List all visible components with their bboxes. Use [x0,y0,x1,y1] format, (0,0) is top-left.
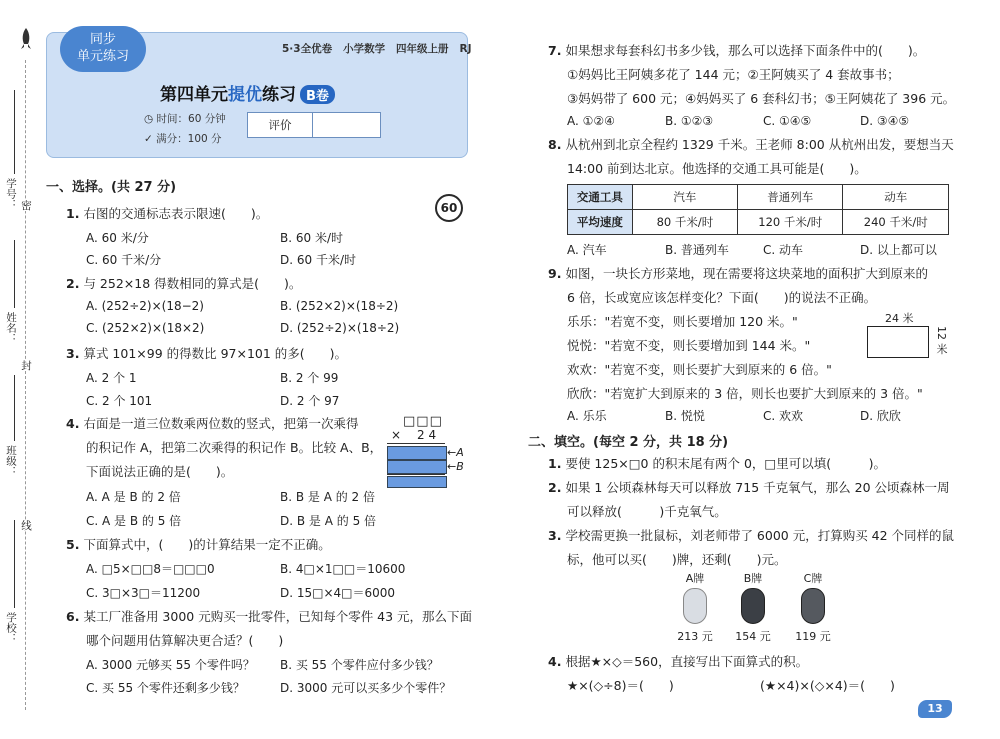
mouse-icon [741,588,765,624]
statement-leile: 乐乐："若宽不变，则长要增加 120 米。" [567,314,798,329]
binding-strip [0,0,40,739]
table-cell: 平均速度 [568,210,633,235]
field-rectangle [867,326,929,358]
edition-name: RJ [459,43,472,55]
q8-option-d[interactable]: D. 以上都可以 [860,243,937,257]
q7-option-d[interactable]: D. ③④⑤ [860,114,910,128]
figure-multiplier: 2 4 [417,428,437,442]
fill-1: 1. 要使 125×□0 的积末尾有两个 0，□里可以填( )。 [548,456,886,471]
figure-result [387,476,447,488]
q7-option-a[interactable]: A. ①②④ [567,114,615,128]
question-9-line2: 6 倍，长或宽应该怎样变化？下面( )的说法不正确。 [567,290,877,305]
question-4-line3: 下面说法正确的是( )。 [86,464,234,479]
cut-mark-feng: 封 [20,360,32,371]
question-5: 5. 下面算式中，( )的计算结果一定不正确。 [66,537,331,552]
cut-mark-mi: 密 [20,200,32,211]
rocket-icon [20,28,32,54]
school-label: 学校： [5,612,17,644]
cut-mark-xian: 线 [20,520,32,531]
q4-option-c[interactable]: C. A 是 B 的 5 倍 [86,514,182,528]
page-title: 第四单元提优练习 B卷 [160,80,335,105]
question-8: 8. 从杭州到北京全程约 1329 千米。王老师 8:00 从杭州出发，要想当天 [548,137,954,152]
figure-top-digits: □□□ [403,414,443,429]
series-name: 5·3全优卷 [282,43,333,55]
table-row [568,210,949,235]
clock-icon: ◷ [144,113,154,125]
q3-option-c[interactable]: C. 2 个 101 [86,394,153,408]
q2-option-d[interactable]: D. (252÷2)×(18÷2) [280,321,400,335]
question-1: 1. 右图的交通标志表示限速( )。 [66,206,269,221]
statement-yueyue: 悦悦："若宽不变，则长要增加到 144 米。" [567,338,811,353]
q6-option-c[interactable]: C. 买 55 个零件还剩多少钱？ [86,681,245,695]
question-2: 2. 与 252×18 得数相同的算式是( )。 [66,276,302,291]
question-9: 9. 如图，一块长方形菜地，现在需要将这块菜地的面积扩大到原来的 [548,266,928,281]
badge-line1: 同步 [89,32,116,47]
q6-option-a[interactable]: A. 3000 元够买 55 个零件吗？ [86,658,255,672]
table-row [568,185,949,210]
question-6: 6. 某工厂准备用 3000 元购买一批零件，已知每个零件 43 元，那么下面 [66,609,473,624]
q6-option-d[interactable]: D. 3000 元可以买多少个零件？ [280,681,452,695]
q6-option-b[interactable]: B. 买 55 个零件应付多少钱？ [280,658,439,672]
mouse-brand: C牌 [803,572,823,585]
mouse-brand: A牌 [685,572,705,585]
id-field[interactable] [14,90,16,174]
q4-option-b[interactable]: B. B 是 A 的 2 倍 [280,490,376,504]
mouse-price: 154 元 [735,630,771,643]
partial-product-a [387,446,447,460]
mouse-price: 213 元 [677,630,713,643]
q9-option-d[interactable]: D. 欣欣 [860,409,901,423]
q8-option-b[interactable]: B. 普通列车 [665,243,729,257]
name-label: 姓名： [5,312,17,344]
table-cell: 汽车 [632,185,737,210]
mouse-b [730,570,776,642]
question-4: 4. 右面是一道三位数乘两位数的竖式，把第一次乘得 [66,416,359,431]
figure-rule [387,443,445,444]
name-field[interactable] [14,240,16,308]
table-cell: 240 千米/时 [843,210,949,235]
table-cell: 120 千米/时 [738,210,843,235]
class-label: 班级： [5,445,17,477]
id-label: 学号： [5,178,17,210]
q4-option-a[interactable]: A. A 是 B 的 2 倍 [86,490,181,504]
class-field[interactable] [14,375,16,441]
q9-option-b[interactable]: B. 悦悦 [665,409,705,423]
fill-4: 4. 根据★×◇＝560，直接写出下面算式的积。 [548,654,809,669]
table-cell: 80 千米/时 [632,210,737,235]
check-icon: ✓ [144,133,153,145]
figure-times: × [391,428,402,442]
fill-3-line2: 标，他可以买( )牌，还剩( )元。 [567,552,787,567]
q3-option-d[interactable]: D. 2 个 97 [280,394,340,408]
cut-line [25,60,26,710]
question-6-line2: 哪个问题用估算解决更合适？( ) [86,633,284,648]
evaluation-box [247,112,381,138]
evaluation-label: 评价 [248,113,313,137]
q1-option-c[interactable]: C. 60 千米/分 [86,253,162,267]
fill-2: 2. 如果 1 公顷森林每天可以释放 715 千克氧气，那么 20 公顷森林一周 [548,480,950,495]
page-number: 13 [918,700,952,718]
grade-name: 四年级上册 [396,43,449,55]
q5-option-b[interactable]: B. 4□×1□□＝10600 [280,562,406,576]
time-limit: ◷ 时间：60 分钟 [144,113,226,125]
question-3: 3. 算式 101×99 的得数比 97×101 的多( )。 [66,346,348,361]
book-info [282,41,472,56]
q9-option-c[interactable]: C. 欢欢 [763,409,804,423]
q1-option-b[interactable]: B. 60 米/时 [280,231,343,245]
fill-2-line2: 可以释放( )千克氧气。 [567,504,727,519]
evaluation-field[interactable] [313,113,379,137]
statement-huanhuan: 欢欢："若宽不变，则长要扩大到原来的 6 倍。" [567,362,832,377]
section-choice-title: 一、选择。(共 27 分) [46,180,177,195]
q3-option-a[interactable]: A. 2 个 1 [86,371,137,385]
speed-limit-sign: 60 [435,194,463,222]
b-paper-badge: B卷 [300,85,335,104]
section-fill-title: 二、填空。(每空 2 分，共 18 分) [528,435,729,450]
partial-product-b [387,460,447,474]
q1-option-a[interactable]: A. 60 米/分 [86,231,149,245]
label-a: ←A [447,446,464,459]
q5-option-d[interactable]: D. 15□×4□＝6000 [280,586,396,600]
mouse-brand: B牌 [743,572,763,585]
full-score: ✓ 满分：100 分 [144,133,222,145]
q8-option-c[interactable]: C. 动车 [763,243,804,257]
mouse-icon [801,588,825,624]
question-4-line2: 的积记作 A，把第二次乘得的积记作 B。比较 A、B， [86,440,383,455]
question-7-line2: ①妈妈比王阿姨多花了 144 元；②王阿姨买了 4 套故事书； [567,67,900,82]
q2-option-a[interactable]: A. (252÷2)×(18−2) [86,299,204,313]
table-cell: 普通列车 [738,185,843,210]
school-field[interactable] [14,520,16,608]
q3-option-b[interactable]: B. 2 个 99 [280,371,339,385]
label-b: ←B [447,460,464,473]
q5-option-a[interactable]: A. □5×□□8＝□□□0 [86,562,215,576]
statement-xinxin: 欣欣："若宽扩大到原来的 3 倍，则长也要扩大到原来的 3 倍。" [567,386,923,401]
figure-rule-2 [387,474,445,475]
fill-3: 3. 学校需更换一批鼠标，刘老师带了 6000 元，打算购买 42 个同样的鼠 [548,528,955,543]
mouse-a [672,570,718,642]
mouse-price: 119 元 [795,630,831,643]
fill-4-expr2: (★×4)×(◇×4)＝( ) [760,678,895,693]
mouse-c [790,570,836,642]
q2-option-c[interactable]: C. (252×2)×(18×2) [86,321,205,335]
q2-option-b[interactable]: B. (252×2)×(18÷2) [280,299,399,313]
question-7-line3: ③妈妈带了 600 元；④妈妈买了 6 套科幻书；⑤王阿姨花了 396 元。 [567,91,956,106]
q7-option-c[interactable]: C. ①④⑤ [763,114,812,128]
width-label: 12 米 [935,326,948,355]
question-8-line2: 14:00 前到达北京。他选择的交通工具可能是( )。 [567,161,867,176]
q7-option-b[interactable]: B. ①②③ [665,114,714,128]
badge-line2: 单元练习 [76,49,129,64]
q1-option-d[interactable]: D. 60 千米/时 [280,253,356,267]
length-label: 24 米 [885,312,914,325]
transport-table [567,184,949,235]
table-cell: 交通工具 [568,185,633,210]
q8-option-a[interactable]: A. 汽车 [567,243,607,257]
question-7: 7. 如果想求每套科幻书多少钱，那么可以选择下面条件中的( )。 [548,43,926,58]
sync-badge [60,26,146,72]
mouse-icon [683,588,707,624]
subject-name: 小学数学 [343,43,386,55]
multiplication-figure [385,414,465,488]
q9-option-a[interactable]: A. 乐乐 [567,409,607,423]
q5-option-c[interactable]: C. 3□×3□＝11200 [86,586,201,600]
fill-4-expr1: ★×(◇÷8)＝( ) [567,678,674,693]
table-cell: 动车 [843,185,949,210]
rectangle-figure [855,310,950,370]
q4-option-d[interactable]: D. B 是 A 的 5 倍 [280,514,377,528]
